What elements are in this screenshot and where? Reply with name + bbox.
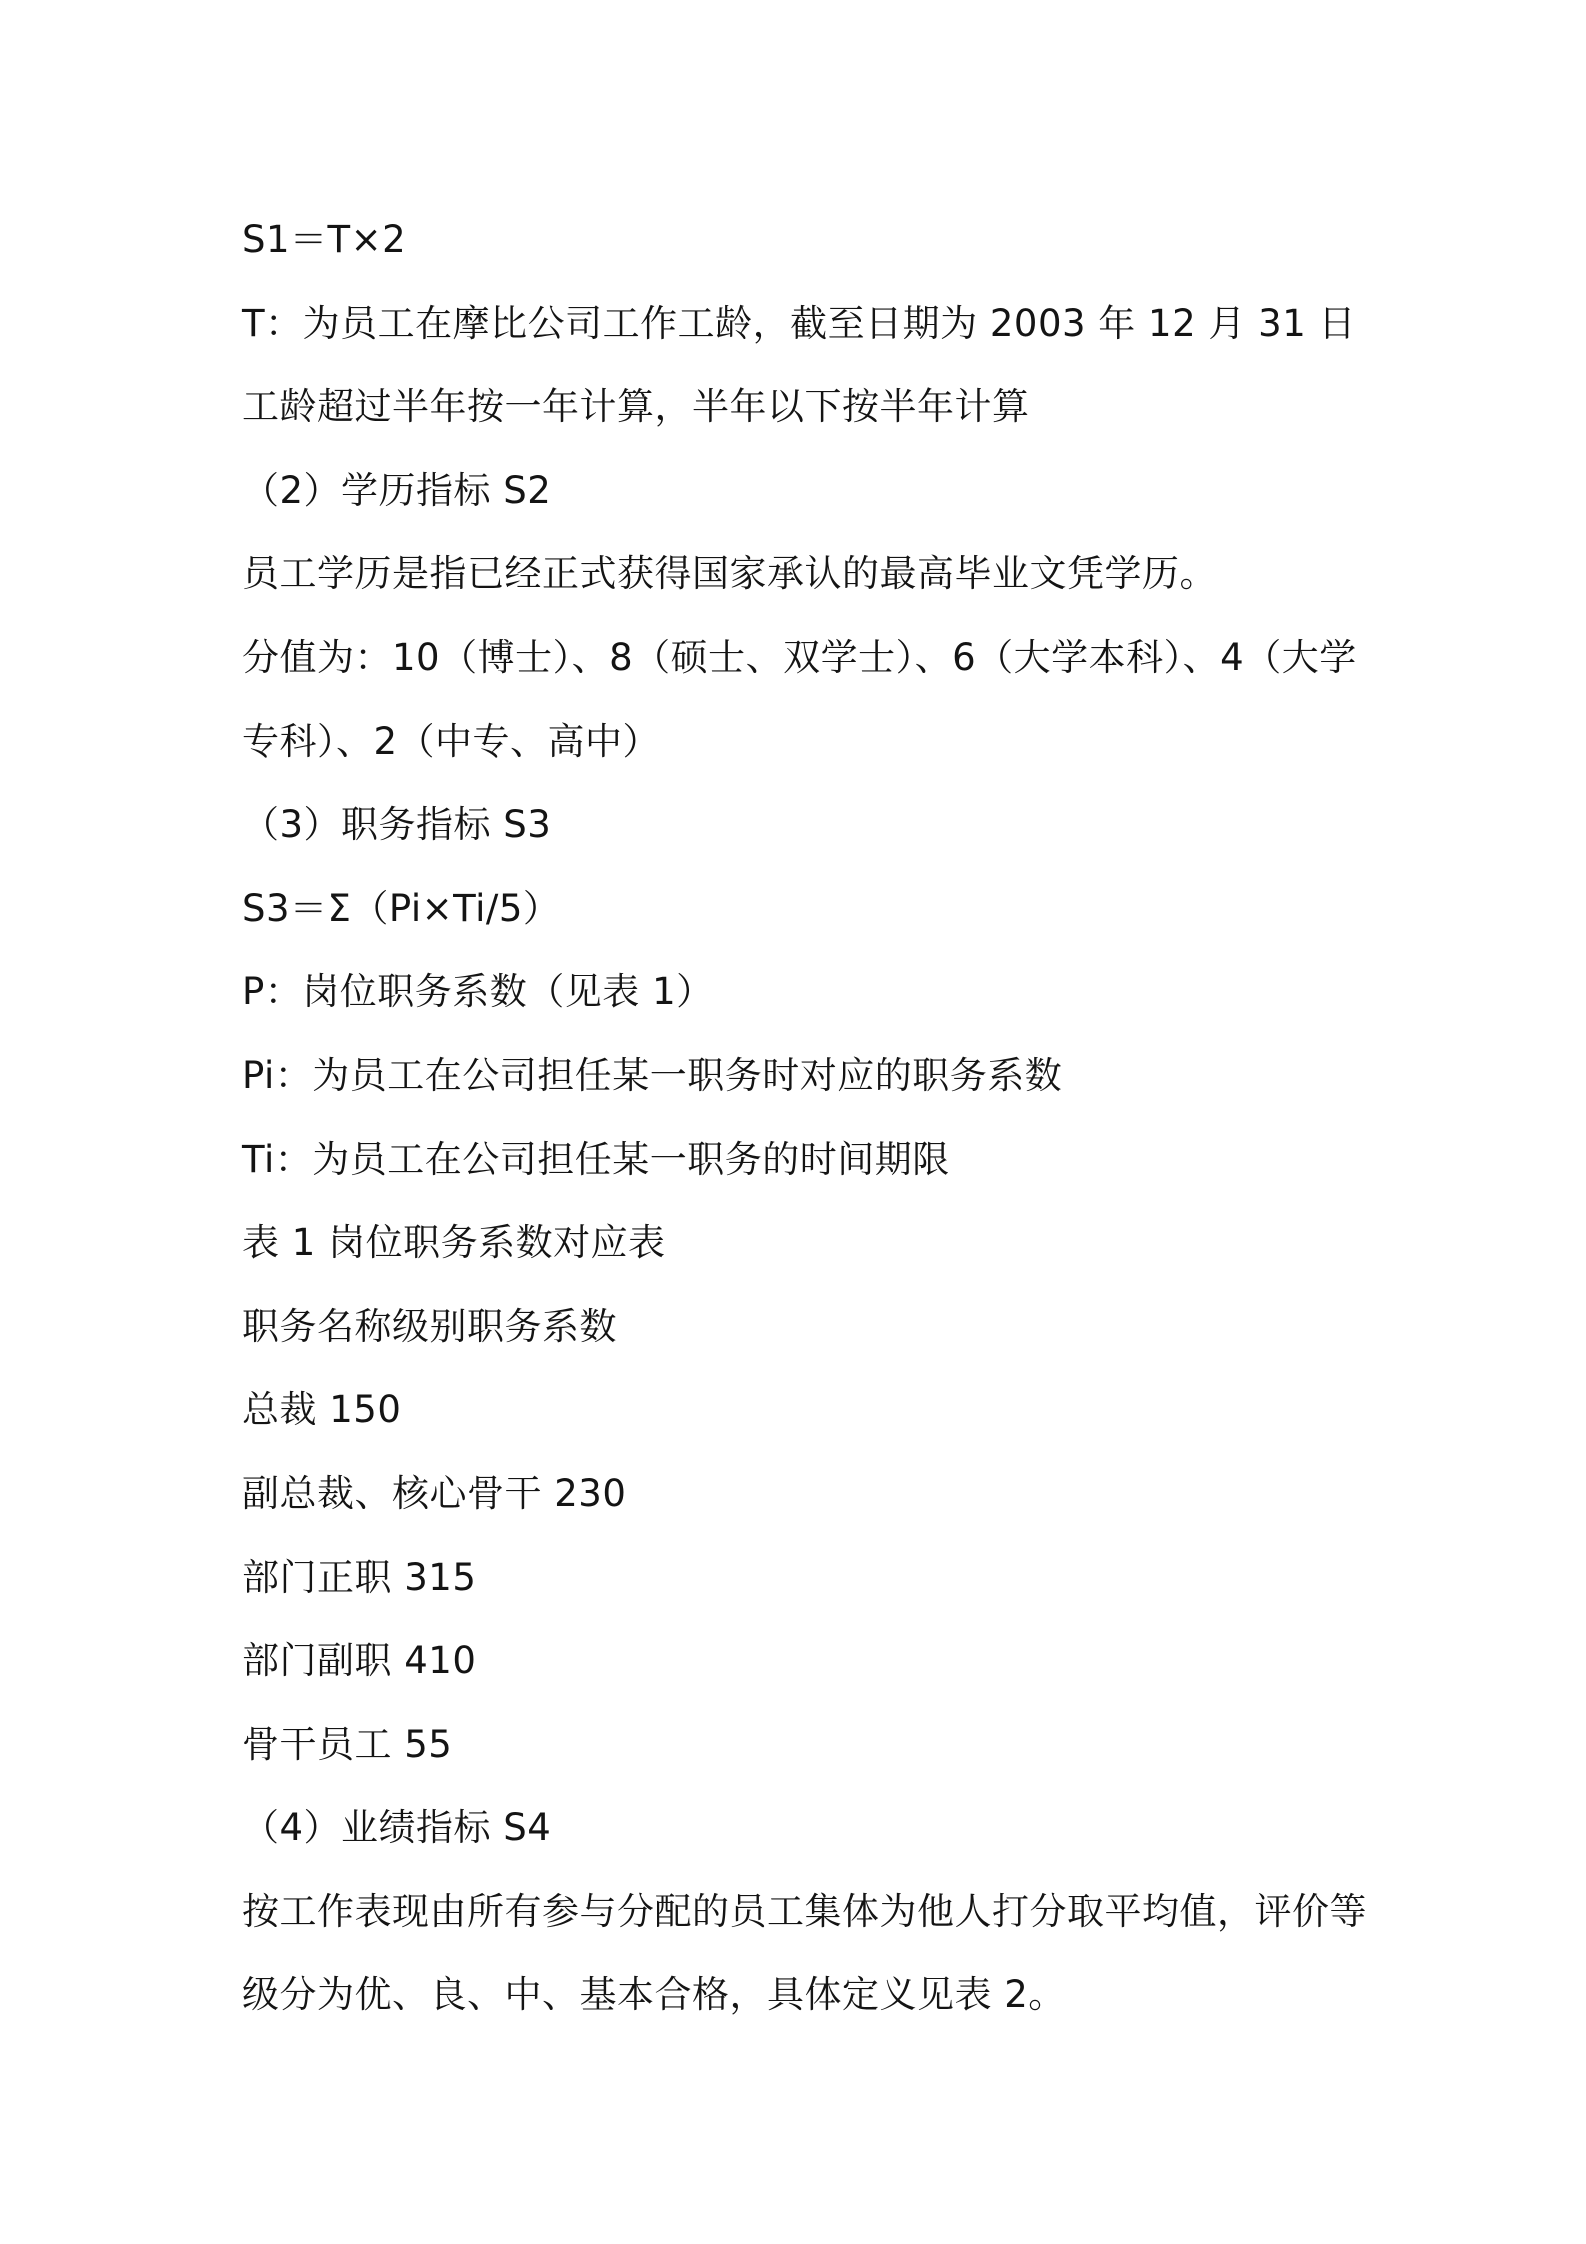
table-1-row: 骨干员工 55 <box>242 1722 453 1766</box>
formula-s3: S3＝Σ（Pi×Ti/5） <box>242 886 561 930</box>
document-body <box>242 198 1367 2037</box>
table-1-row: 总裁 150 <box>242 1388 402 1432</box>
formula-s1: S1＝T×2 <box>242 218 407 261</box>
education-scores-line-1: 分值为：10（博士）、8（硕士、双学士）、6（大学本科）、4（大学 <box>242 635 1357 679</box>
table-1-caption: 表 1 岗位职务系数对应表 <box>242 1221 666 1265</box>
section-heading-s2: （2）学历指标 S2 <box>242 468 552 512</box>
definition-t: T：为员工在摩比公司工作工龄，截至日期为 2003 年 12 月 31 日 <box>242 301 1356 345</box>
table-1-row: 部门正职 315 <box>242 1555 477 1599</box>
performance-definition-line-2: 级分为优、良、中、基本合格，具体定义见表 2。 <box>242 1973 1066 2017</box>
education-definition: 员工学历是指已经正式获得国家承认的最高毕业文凭学历。 <box>242 552 1217 596</box>
performance-definition-line-1: 按工作表现由所有参与分配的员工集体为他人打分取平均值，评价等 <box>242 1889 1367 1933</box>
table-1-row: 副总裁、核心骨干 230 <box>242 1471 627 1515</box>
section-heading-s3: （3）职务指标 S3 <box>242 803 552 847</box>
education-scores-line-2: 专科）、2（中专、高中） <box>242 719 661 763</box>
section-heading-s4: （4）业绩指标 S4 <box>242 1806 552 1850</box>
definition-p: P：岗位职务系数（见表 1） <box>242 970 714 1014</box>
table-1-header: 职务名称级别职务系数 <box>242 1304 617 1348</box>
definition-ti: Ti：为员工在公司担任某一职务的时间期限 <box>242 1137 950 1181</box>
table-1-row: 部门副职 410 <box>242 1639 477 1683</box>
definition-pi: Pi：为员工在公司担任某一职务时对应的职务系数 <box>242 1053 1063 1097</box>
seniority-rule: 工龄超过半年按一年计算，半年以下按半年计算 <box>242 385 1030 429</box>
